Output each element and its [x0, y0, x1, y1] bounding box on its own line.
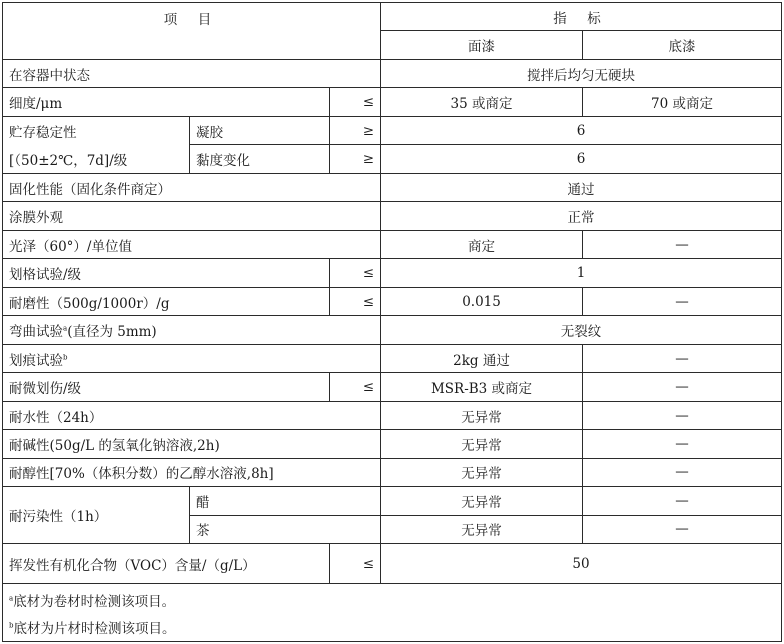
microscratch-topcoat: MSR-B3 或商定: [381, 373, 583, 401]
water-topcoat: 无异常: [381, 401, 583, 429]
crosshatch-label: 划格试验/级: [3, 259, 330, 287]
water-basecoat: —: [583, 401, 782, 429]
storage-label-1: 贮存稳定性: [3, 116, 190, 144]
header-row-1: [3, 3, 782, 31]
alcohol-basecoat: —: [583, 458, 782, 486]
scratch-basecoat: —: [583, 344, 782, 372]
cure-label: 固化性能（固化条件商定）: [3, 173, 381, 201]
stain-vinegar-topcoat: 无异常: [381, 487, 583, 515]
header-basecoat: 底漆: [583, 31, 782, 59]
abrasion-topcoat: 0.015: [381, 287, 583, 315]
row-alcohol: [3, 458, 782, 486]
storage-gel-value: 6: [381, 116, 782, 144]
row-storage-gel: [3, 116, 782, 144]
row-appearance: [3, 202, 782, 230]
row-fineness: [3, 88, 782, 116]
crosshatch-value: 1: [381, 259, 782, 287]
microscratch-label: 耐微划伤/级: [3, 373, 330, 401]
alkali-basecoat: —: [583, 430, 782, 458]
scratch-label-cell: [3, 344, 381, 372]
stain-label: 耐污染性（1h）: [3, 487, 190, 544]
gloss-label: 光泽（60°）/单位值: [3, 230, 381, 258]
water-label: 耐水性（24h）: [3, 401, 381, 429]
voc-value: 50: [381, 544, 782, 584]
microscratch-operator: ≤: [330, 373, 381, 401]
note-b-mark: b: [9, 621, 14, 630]
storage-viscosity-operator: ≥: [330, 145, 381, 173]
storage-gel-operator: ≥: [330, 116, 381, 144]
state-value: 搅拌后均匀无硬块: [381, 59, 782, 87]
stain-vinegar-basecoat: —: [583, 487, 782, 515]
bend-label: 弯曲试验: [9, 324, 63, 341]
note-b-text: 底材为片材时检测该项目。: [13, 621, 176, 638]
row-scratch: [3, 344, 782, 372]
scratch-label: 划痕试验: [9, 352, 63, 369]
row-state: [3, 59, 782, 87]
note-b-cell: [3, 613, 782, 641]
note-a-mark: a: [9, 594, 14, 603]
header-item: 项 目: [3, 3, 381, 60]
crosshatch-operator: ≤: [330, 259, 381, 287]
storage-gel-label: 凝胶: [190, 116, 330, 144]
stain-tea-topcoat: 无异常: [381, 515, 583, 543]
bend-label-cell: [3, 316, 381, 344]
row-voc: [3, 544, 782, 584]
fineness-basecoat: 70 或商定: [583, 88, 782, 116]
alcohol-topcoat: 无异常: [381, 458, 583, 486]
row-storage-viscosity: [3, 145, 782, 173]
row-water: [3, 401, 782, 429]
row-microscratch: [3, 373, 782, 401]
abrasion-operator: ≤: [330, 287, 381, 315]
stain-tea-basecoat: —: [583, 515, 782, 543]
bend-label-tail: (直径为 5mm): [67, 324, 157, 341]
state-label: 在容器中状态: [3, 59, 381, 87]
header-topcoat: 面漆: [381, 31, 583, 59]
fineness-operator: ≤: [330, 88, 381, 116]
gloss-basecoat: —: [583, 230, 782, 258]
alkali-topcoat: 无异常: [381, 430, 583, 458]
appearance-value: 正常: [381, 202, 782, 230]
scratch-topcoat: 2kg 通过: [381, 344, 583, 372]
voc-label: 挥发性有机化合物（VOC）含量/（g/L）: [3, 544, 330, 584]
scratch-note-mark: b: [63, 353, 68, 362]
bend-note-mark: a: [63, 324, 68, 333]
cure-value: 通过: [381, 173, 782, 201]
row-gloss: [3, 230, 782, 258]
row-abrasion: [3, 287, 782, 315]
fineness-label: 细度/μm: [3, 88, 330, 116]
row-cure: [3, 173, 782, 201]
microscratch-basecoat: —: [583, 373, 782, 401]
voc-operator: ≤: [330, 544, 381, 584]
fineness-topcoat: 35 或商定: [381, 88, 583, 116]
spec-table: [2, 2, 782, 642]
note-a-cell: [3, 583, 782, 613]
row-note-a: [3, 583, 782, 613]
abrasion-basecoat: —: [583, 287, 782, 315]
alcohol-label: 耐醇性[70%（体积分数）的乙醇水溶液,8h]: [3, 458, 381, 486]
row-crosshatch: [3, 259, 782, 287]
row-bend: [3, 316, 782, 344]
stain-tea-label: 茶: [190, 515, 381, 543]
header-indicator: 指 标: [381, 3, 782, 31]
alkali-label: 耐碱性(50g/L 的氢氧化钠溶液,2h): [3, 430, 381, 458]
storage-viscosity-value: 6: [381, 145, 782, 173]
abrasion-label: 耐磨性（500g/1000r）/g: [3, 287, 330, 315]
appearance-label: 涂膜外观: [3, 202, 381, 230]
gloss-topcoat: 商定: [381, 230, 583, 258]
stain-vinegar-label: 醋: [190, 487, 381, 515]
storage-label-2: [（50±2℃，7d]/级: [3, 145, 190, 173]
storage-viscosity-label: 黏度变化: [190, 145, 330, 173]
row-stain-vinegar: [3, 487, 782, 515]
row-alkali: [3, 430, 782, 458]
bend-value: 无裂纹: [381, 316, 782, 344]
note-a-text: 底材为卷材时检测该项目。: [13, 593, 176, 610]
row-note-b: [3, 613, 782, 641]
